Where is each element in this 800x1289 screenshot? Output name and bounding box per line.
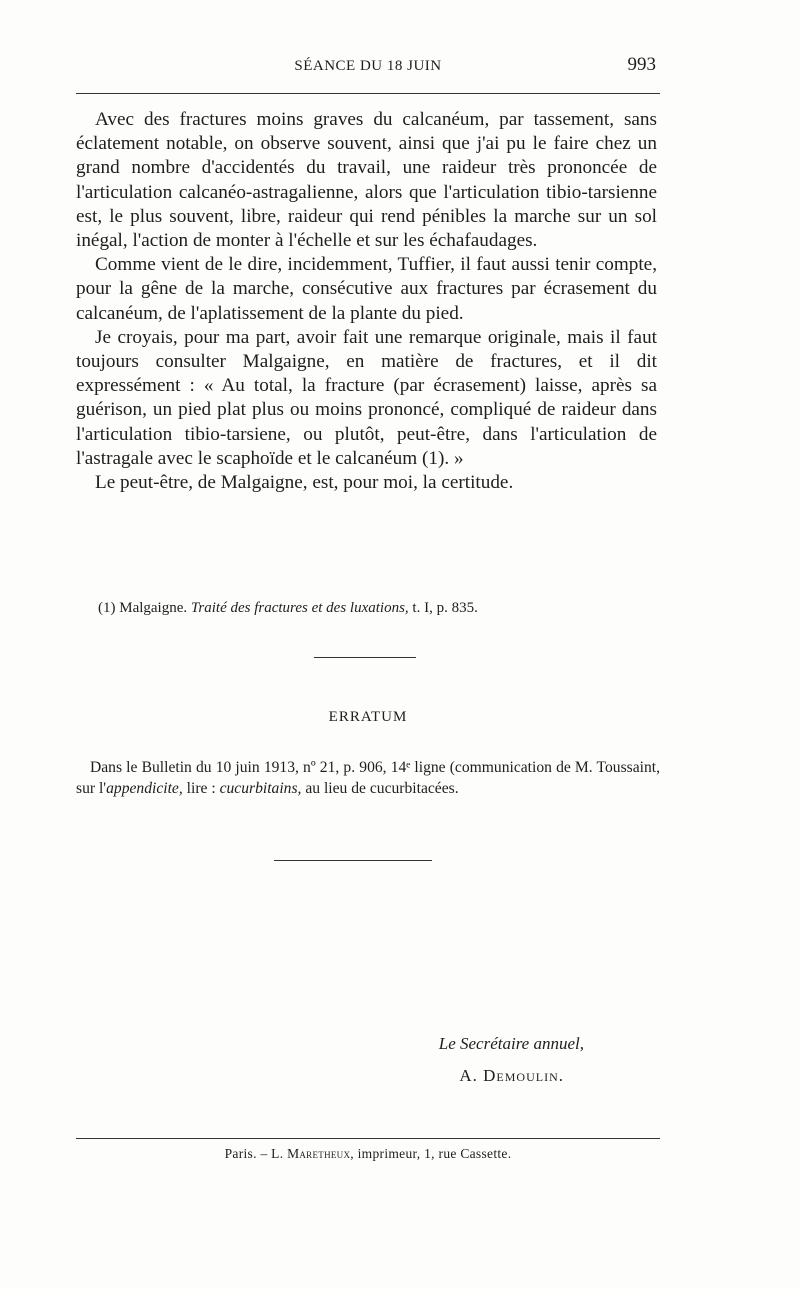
page-number: 993: [627, 54, 656, 75]
signature-name: [459, 1066, 564, 1086]
imprint-address: , imprimeur, 1, rue Cassette.: [350, 1146, 512, 1161]
signature-name-initial: A. D: [459, 1066, 497, 1085]
erratum-italic-appendicite: appendicite,: [106, 780, 183, 797]
header-rule: [76, 93, 660, 94]
erratum-title: ERRATUM: [328, 709, 408, 725]
erratum-text-after: au lieu de cucurbitacées.: [301, 780, 459, 797]
body-text: [76, 108, 657, 495]
section-divider: [274, 860, 432, 861]
erratum-text-mid: lire :: [182, 780, 220, 797]
imprint-city: Paris. – L.: [224, 1146, 288, 1161]
paragraph: Le peut-être, de Malgaigne, est, pour moi, la certitude.: [95, 472, 514, 494]
footnote-ref: t. I, p. 835.: [412, 600, 478, 616]
erratum-italic-cucurbitains: cucurbitains,: [219, 780, 302, 797]
imprint-printer: Maretheux: [287, 1146, 351, 1161]
erratum-text: [76, 757, 660, 799]
footnote: [98, 598, 658, 618]
running-head: SÉANCE DU 18 JUIN: [294, 58, 442, 74]
paragraph: Avec des fractures moins graves du calcanéum, par tassement, sans éclatement notable, on observe souvent, ainsi que j'ai pu le faire chez un grand nombre d'accidentés du travail, une raideur très prononcée de l'articulation calcanéo-astragalienne, alors que l'articulation tibio-tarsienne est, le plus souvent, libre, raideur qui rend pénibles la marche sur un sol inégal, l'action de monter à l'échelle et sur les échafaudages.: [76, 109, 657, 252]
imprint-rule: [76, 1138, 660, 1139]
footnote-title: Traité des fractures et des luxations,: [190, 600, 409, 616]
paragraph: Je croyais, pour ma part, avoir fait une remarque originale, mais il faut toujours consulter Malgaigne, en matière de fractures, et il dit expressément : « Au total, la fracture (par écrasement) laisse, après sa guérison, un pied plat plus ou moins prononcé, compliqué de raideur dans l'articulation tibio-tarsiene, ou plutôt, peut-être, dans l'articulation de l'astragale avec le scaphoïde et le calcanéum (1). »: [76, 326, 657, 469]
erratum-text-before: Dans le Bulletin du 10 juin 1913, nº 21, p. 906, 14ᵉ ligne (communication de M. Toussaint, sur l': [76, 759, 660, 797]
erratum-paragraph: [76, 757, 660, 799]
signature-title: Le Secrétaire annuel,: [438, 1034, 584, 1053]
page-header: [76, 52, 660, 84]
section-divider: [314, 657, 416, 658]
signature-name-rest: emoulin.: [496, 1066, 564, 1085]
footnote-marker: (1) Malgaigne.: [98, 600, 188, 616]
paragraph: Comme vient de le dire, incidemment, Tuffier, il faut aussi tenir compte, pour la gêne de la marche, consécutive aux fractures par écrasement du calcanéum, de l'aplatissement de la plante du pied.: [76, 254, 657, 324]
imprint: [76, 1146, 660, 1162]
